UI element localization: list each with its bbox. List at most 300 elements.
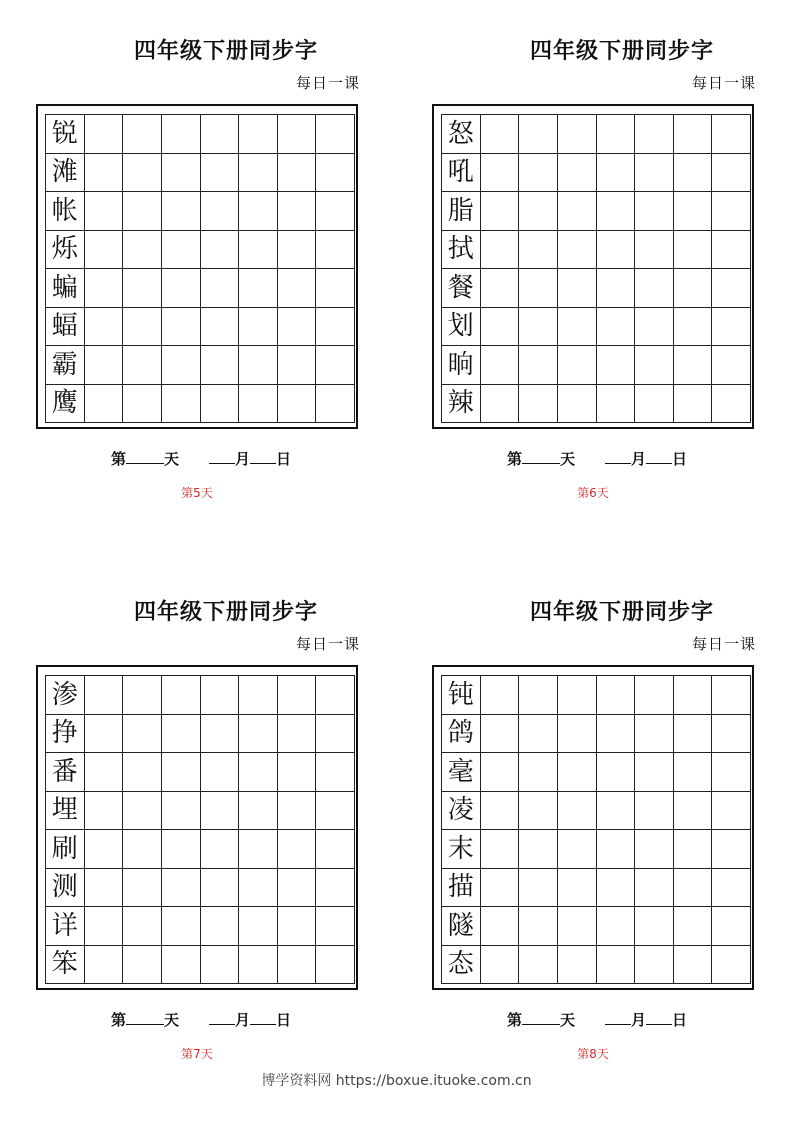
practice-cell[interactable] bbox=[597, 792, 636, 831]
model-char-cell bbox=[46, 869, 85, 908]
practice-cell[interactable] bbox=[85, 869, 124, 908]
model-character: 餐 bbox=[447, 272, 474, 303]
practice-cell[interactable] bbox=[278, 115, 317, 154]
practice-cell[interactable] bbox=[558, 308, 597, 347]
practice-cell[interactable] bbox=[239, 715, 278, 754]
practice-cell[interactable] bbox=[201, 308, 240, 347]
practice-cell[interactable] bbox=[162, 676, 201, 715]
practice-cell[interactable] bbox=[201, 154, 240, 193]
practice-cell[interactable] bbox=[316, 907, 355, 946]
practice-cell[interactable] bbox=[519, 907, 558, 946]
practice-cell[interactable] bbox=[316, 830, 355, 869]
model-character: 划 bbox=[447, 311, 474, 342]
panel-subtitle: 每日一课 bbox=[295, 635, 360, 653]
practice-cell[interactable] bbox=[123, 115, 162, 154]
practice-cell[interactable] bbox=[162, 385, 201, 424]
practice-cell[interactable] bbox=[123, 676, 162, 715]
practice-cell[interactable] bbox=[162, 946, 201, 985]
practice-cell[interactable] bbox=[635, 346, 674, 385]
date-tian-label: 天 bbox=[163, 450, 179, 468]
practice-cell[interactable] bbox=[635, 869, 674, 908]
practice-cell[interactable] bbox=[316, 676, 355, 715]
practice-cell[interactable] bbox=[201, 269, 240, 308]
practice-cell[interactable] bbox=[239, 792, 278, 831]
practice-cell[interactable] bbox=[674, 753, 713, 792]
practice-cell[interactable] bbox=[201, 869, 240, 908]
practice-cell[interactable] bbox=[85, 154, 124, 193]
model-character: 测 bbox=[51, 872, 78, 903]
practice-cell[interactable] bbox=[85, 346, 124, 385]
practice-cell[interactable] bbox=[635, 946, 674, 985]
practice-cell[interactable] bbox=[481, 346, 520, 385]
practice-cell[interactable] bbox=[481, 385, 520, 424]
practice-cell[interactable] bbox=[635, 231, 674, 270]
practice-cell[interactable] bbox=[316, 231, 355, 270]
practice-cell[interactable] bbox=[712, 308, 751, 347]
practice-cell[interactable] bbox=[123, 830, 162, 869]
practice-cell[interactable] bbox=[239, 753, 278, 792]
practice-cell[interactable] bbox=[123, 385, 162, 424]
practice-cell[interactable] bbox=[481, 792, 520, 831]
practice-cell[interactable] bbox=[558, 154, 597, 193]
practice-cell[interactable] bbox=[239, 907, 278, 946]
practice-cell[interactable] bbox=[123, 154, 162, 193]
model-char-cell bbox=[442, 269, 481, 308]
practice-cell[interactable] bbox=[635, 308, 674, 347]
practice-cell[interactable] bbox=[481, 830, 520, 869]
practice-cell[interactable] bbox=[316, 115, 355, 154]
practice-cell[interactable] bbox=[712, 269, 751, 308]
month-blank[interactable] bbox=[605, 451, 631, 464]
practice-cell[interactable] bbox=[674, 385, 713, 424]
date-line bbox=[36, 448, 366, 469]
model-char-cell bbox=[442, 676, 481, 715]
panel-subtitle: 每日一课 bbox=[691, 74, 756, 92]
practice-cell[interactable] bbox=[85, 715, 124, 754]
practice-cell[interactable] bbox=[481, 269, 520, 308]
practice-cell[interactable] bbox=[674, 830, 713, 869]
practice-cell[interactable] bbox=[123, 869, 162, 908]
model-character: 鸽 bbox=[447, 718, 474, 749]
practice-cell[interactable] bbox=[674, 231, 713, 270]
practice-cell[interactable] bbox=[123, 753, 162, 792]
day-number-blank[interactable] bbox=[126, 451, 164, 464]
practice-cell[interactable] bbox=[519, 269, 558, 308]
practice-cell[interactable] bbox=[635, 792, 674, 831]
practice-cell[interactable] bbox=[674, 792, 713, 831]
date-yue-label: 月 bbox=[631, 1011, 647, 1029]
model-char-cell bbox=[442, 792, 481, 831]
practice-cell[interactable] bbox=[201, 231, 240, 270]
practice-cell[interactable] bbox=[239, 115, 278, 154]
practice-cell[interactable] bbox=[674, 115, 713, 154]
practice-cell[interactable] bbox=[278, 753, 317, 792]
practice-cell[interactable] bbox=[635, 753, 674, 792]
practice-cell[interactable] bbox=[481, 192, 520, 231]
practice-cell[interactable] bbox=[519, 676, 558, 715]
model-char-cell bbox=[442, 308, 481, 347]
practice-cell[interactable] bbox=[481, 715, 520, 754]
date-tian-label: 天 bbox=[559, 1011, 575, 1029]
practice-cell[interactable] bbox=[162, 346, 201, 385]
practice-cell[interactable] bbox=[316, 192, 355, 231]
practice-cell[interactable] bbox=[162, 792, 201, 831]
practice-cell[interactable] bbox=[558, 946, 597, 985]
month-blank[interactable] bbox=[605, 1012, 631, 1025]
practice-cell[interactable] bbox=[712, 115, 751, 154]
practice-cell[interactable] bbox=[597, 154, 636, 193]
practice-cell[interactable] bbox=[278, 869, 317, 908]
practice-cell[interactable] bbox=[278, 346, 317, 385]
model-character: 番 bbox=[51, 756, 78, 787]
practice-cell[interactable] bbox=[674, 676, 713, 715]
month-blank[interactable] bbox=[209, 1012, 235, 1025]
practice-cell[interactable] bbox=[597, 869, 636, 908]
model-character: 吼 bbox=[447, 157, 474, 188]
practice-cell[interactable] bbox=[519, 192, 558, 231]
writing-grid bbox=[45, 114, 355, 423]
practice-cell[interactable] bbox=[481, 946, 520, 985]
practice-cell[interactable] bbox=[597, 346, 636, 385]
practice-cell[interactable] bbox=[597, 192, 636, 231]
practice-cell[interactable] bbox=[201, 115, 240, 154]
model-char-cell bbox=[442, 192, 481, 231]
practice-cell[interactable] bbox=[162, 830, 201, 869]
date-ri-label: 日 bbox=[276, 450, 292, 468]
writing-grid-frame bbox=[432, 665, 754, 990]
practice-cell[interactable] bbox=[635, 115, 674, 154]
practice-cell[interactable] bbox=[278, 946, 317, 985]
practice-cell[interactable] bbox=[712, 385, 751, 424]
practice-cell[interactable] bbox=[674, 715, 713, 754]
day-label: 第8天 bbox=[577, 1047, 609, 1061]
practice-cell[interactable] bbox=[162, 715, 201, 754]
practice-cell[interactable] bbox=[558, 753, 597, 792]
practice-cell[interactable] bbox=[597, 907, 636, 946]
practice-cell[interactable] bbox=[278, 830, 317, 869]
practice-cell[interactable] bbox=[201, 792, 240, 831]
practice-cell[interactable] bbox=[123, 946, 162, 985]
practice-cell[interactable] bbox=[519, 154, 558, 193]
practice-cell[interactable] bbox=[597, 715, 636, 754]
model-char-cell bbox=[46, 753, 85, 792]
practice-cell[interactable] bbox=[239, 385, 278, 424]
month-blank[interactable] bbox=[209, 451, 235, 464]
practice-cell[interactable] bbox=[239, 676, 278, 715]
model-character: 霸 bbox=[51, 349, 78, 380]
practice-cell[interactable] bbox=[85, 115, 124, 154]
model-character: 末 bbox=[447, 833, 474, 864]
practice-cell[interactable] bbox=[712, 869, 751, 908]
practice-cell[interactable] bbox=[278, 385, 317, 424]
practice-cell[interactable] bbox=[712, 154, 751, 193]
practice-cell[interactable] bbox=[201, 715, 240, 754]
day-of-month-blank[interactable] bbox=[250, 451, 276, 464]
practice-cell[interactable] bbox=[123, 231, 162, 270]
panel-subtitle: 每日一课 bbox=[295, 74, 360, 92]
practice-cell[interactable] bbox=[597, 830, 636, 869]
practice-cell[interactable] bbox=[85, 231, 124, 270]
practice-cell[interactable] bbox=[85, 792, 124, 831]
practice-cell[interactable] bbox=[712, 907, 751, 946]
practice-cell[interactable] bbox=[278, 792, 317, 831]
practice-cell[interactable] bbox=[278, 154, 317, 193]
practice-cell[interactable] bbox=[558, 231, 597, 270]
practice-cell[interactable] bbox=[239, 308, 278, 347]
date-ri-label: 日 bbox=[276, 1011, 292, 1029]
model-char-cell bbox=[442, 385, 481, 424]
practice-cell[interactable] bbox=[635, 715, 674, 754]
practice-cell[interactable] bbox=[558, 792, 597, 831]
practice-cell[interactable] bbox=[597, 115, 636, 154]
model-char-cell bbox=[442, 154, 481, 193]
practice-cell[interactable] bbox=[162, 753, 201, 792]
practice-cell[interactable] bbox=[635, 154, 674, 193]
date-ri-label: 日 bbox=[672, 1011, 688, 1029]
practice-cell[interactable] bbox=[712, 830, 751, 869]
practice-cell[interactable] bbox=[597, 269, 636, 308]
model-char-cell bbox=[46, 907, 85, 946]
practice-cell[interactable] bbox=[712, 676, 751, 715]
model-char-cell bbox=[46, 715, 85, 754]
practice-cell[interactable] bbox=[316, 946, 355, 985]
date-di-label: 第 bbox=[506, 450, 522, 468]
practice-cell[interactable] bbox=[201, 907, 240, 946]
date-di-label: 第 bbox=[110, 1011, 126, 1029]
practice-cell[interactable] bbox=[481, 676, 520, 715]
practice-cell[interactable] bbox=[519, 346, 558, 385]
practice-cell[interactable] bbox=[162, 115, 201, 154]
practice-cell[interactable] bbox=[558, 830, 597, 869]
model-character: 凌 bbox=[447, 795, 474, 826]
practice-cell[interactable] bbox=[519, 231, 558, 270]
practice-cell[interactable] bbox=[162, 907, 201, 946]
model-char-cell bbox=[46, 154, 85, 193]
practice-cell[interactable] bbox=[674, 269, 713, 308]
practice-cell[interactable] bbox=[162, 154, 201, 193]
model-character: 渗 bbox=[51, 679, 78, 710]
practice-cell[interactable] bbox=[558, 676, 597, 715]
practice-cell[interactable] bbox=[481, 231, 520, 270]
practice-cell[interactable] bbox=[597, 753, 636, 792]
practice-cell[interactable] bbox=[239, 231, 278, 270]
model-char-cell bbox=[442, 869, 481, 908]
practice-cell[interactable] bbox=[519, 753, 558, 792]
practice-cell[interactable] bbox=[278, 715, 317, 754]
practice-cell[interactable] bbox=[597, 308, 636, 347]
practice-panel-2 bbox=[432, 0, 762, 500]
practice-cell[interactable] bbox=[635, 907, 674, 946]
writing-grid-frame bbox=[36, 104, 358, 429]
practice-cell[interactable] bbox=[712, 192, 751, 231]
practice-cell[interactable] bbox=[239, 154, 278, 193]
practice-cell[interactable] bbox=[123, 269, 162, 308]
practice-cell[interactable] bbox=[316, 346, 355, 385]
practice-cell[interactable] bbox=[558, 907, 597, 946]
practice-cell[interactable] bbox=[85, 308, 124, 347]
model-char-cell bbox=[46, 269, 85, 308]
practice-cell[interactable] bbox=[85, 385, 124, 424]
practice-cell[interactable] bbox=[85, 192, 124, 231]
practice-cell[interactable] bbox=[635, 830, 674, 869]
practice-cell[interactable] bbox=[481, 308, 520, 347]
practice-cell[interactable] bbox=[558, 346, 597, 385]
practice-cell[interactable] bbox=[519, 869, 558, 908]
day-of-month-blank[interactable] bbox=[646, 1012, 672, 1025]
model-char-cell bbox=[46, 231, 85, 270]
day-number-blank[interactable] bbox=[522, 1012, 560, 1025]
practice-cell[interactable] bbox=[558, 869, 597, 908]
practice-cell[interactable] bbox=[316, 308, 355, 347]
practice-cell[interactable] bbox=[635, 192, 674, 231]
practice-cell[interactable] bbox=[558, 115, 597, 154]
day-of-month-blank[interactable] bbox=[646, 451, 672, 464]
practice-cell[interactable] bbox=[123, 346, 162, 385]
writing-grid bbox=[441, 114, 751, 423]
practice-cell[interactable] bbox=[519, 385, 558, 424]
model-char-cell bbox=[442, 946, 481, 985]
date-yue-label: 月 bbox=[235, 1011, 251, 1029]
practice-cell[interactable] bbox=[481, 753, 520, 792]
practice-cell[interactable] bbox=[316, 385, 355, 424]
practice-cell[interactable] bbox=[201, 346, 240, 385]
practice-cell[interactable] bbox=[712, 753, 751, 792]
practice-cell[interactable] bbox=[674, 346, 713, 385]
model-char-cell bbox=[442, 115, 481, 154]
practice-cell[interactable] bbox=[674, 154, 713, 193]
day-number-blank[interactable] bbox=[126, 1012, 164, 1025]
model-char-cell bbox=[442, 715, 481, 754]
date-line bbox=[36, 1009, 366, 1030]
practice-cell[interactable] bbox=[558, 192, 597, 231]
practice-cell[interactable] bbox=[239, 346, 278, 385]
practice-cell[interactable] bbox=[201, 830, 240, 869]
practice-cell[interactable] bbox=[123, 308, 162, 347]
practice-cell[interactable] bbox=[674, 907, 713, 946]
practice-cell[interactable] bbox=[239, 830, 278, 869]
model-character: 蝙 bbox=[51, 272, 78, 303]
practice-cell[interactable] bbox=[712, 346, 751, 385]
practice-cell[interactable] bbox=[519, 115, 558, 154]
practice-cell[interactable] bbox=[85, 676, 124, 715]
practice-cell[interactable] bbox=[481, 907, 520, 946]
practice-cell[interactable] bbox=[239, 192, 278, 231]
practice-cell[interactable] bbox=[597, 946, 636, 985]
practice-cell[interactable] bbox=[201, 192, 240, 231]
practice-cell[interactable] bbox=[278, 907, 317, 946]
practice-cell[interactable] bbox=[162, 269, 201, 308]
practice-cell[interactable] bbox=[635, 676, 674, 715]
practice-cell[interactable] bbox=[712, 715, 751, 754]
practice-cell[interactable] bbox=[519, 792, 558, 831]
practice-cell[interactable] bbox=[239, 869, 278, 908]
practice-cell[interactable] bbox=[519, 715, 558, 754]
practice-cell[interactable] bbox=[201, 946, 240, 985]
date-di-label: 第 bbox=[110, 450, 126, 468]
practice-cell[interactable] bbox=[674, 308, 713, 347]
practice-cell[interactable] bbox=[201, 676, 240, 715]
model-character: 钝 bbox=[447, 679, 474, 710]
model-char-cell bbox=[442, 753, 481, 792]
practice-cell[interactable] bbox=[674, 869, 713, 908]
practice-cell[interactable] bbox=[712, 946, 751, 985]
practice-cell[interactable] bbox=[674, 946, 713, 985]
practice-cell[interactable] bbox=[85, 269, 124, 308]
practice-cell[interactable] bbox=[85, 907, 124, 946]
practice-cell[interactable] bbox=[278, 308, 317, 347]
practice-cell[interactable] bbox=[597, 676, 636, 715]
panel-subtitle: 每日一课 bbox=[691, 635, 756, 653]
model-character: 怒 bbox=[447, 118, 474, 149]
practice-cell[interactable] bbox=[316, 792, 355, 831]
practice-cell[interactable] bbox=[597, 385, 636, 424]
practice-cell[interactable] bbox=[519, 830, 558, 869]
practice-cell[interactable] bbox=[481, 869, 520, 908]
practice-cell[interactable] bbox=[239, 946, 278, 985]
practice-cell[interactable] bbox=[278, 676, 317, 715]
practice-cell[interactable] bbox=[674, 192, 713, 231]
practice-cell[interactable] bbox=[123, 907, 162, 946]
practice-cell[interactable] bbox=[239, 269, 278, 308]
practice-cell[interactable] bbox=[481, 154, 520, 193]
practice-cell[interactable] bbox=[316, 753, 355, 792]
practice-cell[interactable] bbox=[278, 192, 317, 231]
practice-cell[interactable] bbox=[519, 308, 558, 347]
practice-panel-4 bbox=[432, 561, 762, 1061]
practice-cell[interactable] bbox=[635, 269, 674, 308]
practice-cell[interactable] bbox=[85, 753, 124, 792]
practice-cell[interactable] bbox=[201, 753, 240, 792]
practice-cell[interactable] bbox=[316, 154, 355, 193]
date-tian-label: 天 bbox=[163, 1011, 179, 1029]
practice-cell[interactable] bbox=[558, 269, 597, 308]
practice-cell[interactable] bbox=[162, 231, 201, 270]
practice-cell[interactable] bbox=[597, 231, 636, 270]
practice-cell[interactable] bbox=[85, 946, 124, 985]
model-char-cell bbox=[46, 792, 85, 831]
practice-cell[interactable] bbox=[162, 308, 201, 347]
practice-cell[interactable] bbox=[635, 385, 674, 424]
practice-cell[interactable] bbox=[278, 231, 317, 270]
practice-cell[interactable] bbox=[278, 269, 317, 308]
panel-title: 四年级下册同步字 bbox=[133, 599, 318, 625]
practice-cell[interactable] bbox=[123, 715, 162, 754]
practice-cell[interactable] bbox=[712, 231, 751, 270]
practice-cell[interactable] bbox=[162, 869, 201, 908]
date-tian-label: 天 bbox=[559, 450, 575, 468]
practice-cell[interactable] bbox=[558, 385, 597, 424]
practice-cell[interactable] bbox=[712, 792, 751, 831]
model-character: 拭 bbox=[447, 234, 474, 265]
day-of-month-blank[interactable] bbox=[250, 1012, 276, 1025]
model-char-cell bbox=[46, 946, 85, 985]
practice-cell[interactable] bbox=[123, 192, 162, 231]
practice-cell[interactable] bbox=[162, 192, 201, 231]
practice-cell[interactable] bbox=[558, 715, 597, 754]
practice-cell[interactable] bbox=[316, 869, 355, 908]
practice-cell[interactable] bbox=[316, 269, 355, 308]
practice-cell[interactable] bbox=[85, 830, 124, 869]
practice-cell[interactable] bbox=[519, 946, 558, 985]
date-ri-label: 日 bbox=[672, 450, 688, 468]
date-yue-label: 月 bbox=[631, 450, 647, 468]
practice-cell[interactable] bbox=[316, 715, 355, 754]
day-number-blank[interactable] bbox=[522, 451, 560, 464]
practice-cell[interactable] bbox=[481, 115, 520, 154]
practice-cell[interactable] bbox=[201, 385, 240, 424]
footer-watermark: 博学资料网 https://boxue.ituoke.com.cn bbox=[261, 1073, 532, 1089]
practice-cell[interactable] bbox=[123, 792, 162, 831]
